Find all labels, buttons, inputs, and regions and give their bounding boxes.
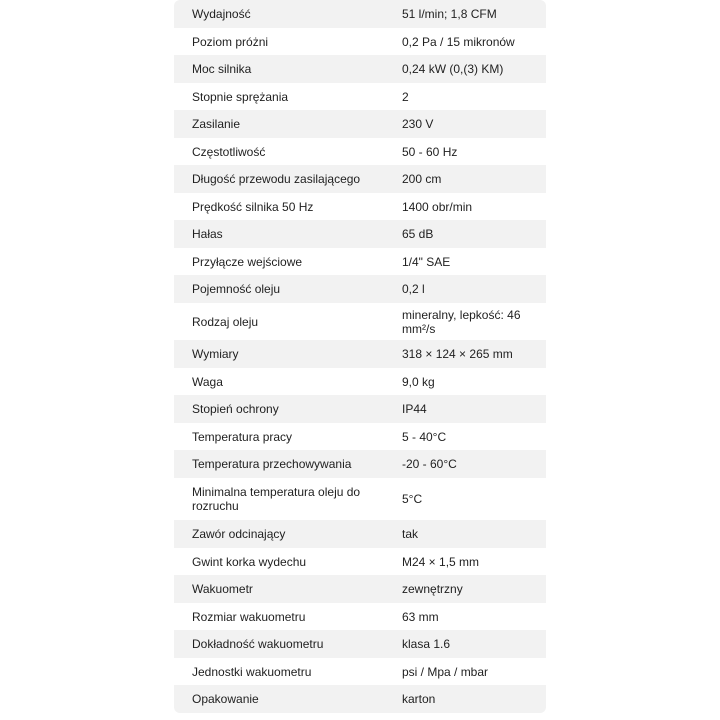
spec-row [174, 193, 546, 220]
spec-label: Stopnie sprężania [174, 83, 398, 110]
spec-label: Długość przewodu zasilającego [174, 165, 398, 193]
spec-value: IP44 [398, 395, 546, 423]
spec-label: Poziom próżni [174, 28, 398, 55]
specification-table [174, 0, 546, 713]
spec-row [174, 275, 546, 303]
spec-label: Waga [174, 368, 398, 395]
spec-label: Prędkość silnika 50 Hz [174, 193, 398, 220]
spec-row [174, 220, 546, 248]
spec-label: Pojemność oleju [174, 275, 398, 303]
spec-value: klasa 1.6 [398, 630, 546, 658]
spec-value: 1/4" SAE [398, 248, 546, 275]
spec-label: Gwint korka wydechu [174, 548, 398, 575]
spec-label: Wymiary [174, 340, 398, 368]
spec-label: Wakuometr [174, 575, 398, 603]
spec-row [174, 548, 546, 575]
spec-row [174, 575, 546, 603]
spec-label: Stopień ochrony [174, 395, 398, 423]
spec-value: 51 l/min; 1,8 CFM [398, 0, 546, 28]
spec-row [174, 55, 546, 83]
spec-label: Temperatura przechowywania [174, 450, 398, 478]
spec-value: M24 × 1,5 mm [398, 548, 546, 575]
spec-row [174, 423, 546, 450]
spec-value: tak [398, 520, 546, 548]
spec-value: 5 - 40°C [398, 423, 546, 450]
spec-label: Częstotliwość [174, 138, 398, 165]
spec-value: -20 - 60°C [398, 450, 546, 478]
spec-value: 2 [398, 83, 546, 110]
spec-row [174, 110, 546, 138]
spec-value: 200 cm [398, 165, 546, 193]
spec-row [174, 83, 546, 110]
spec-value: 318 × 124 × 265 mm [398, 340, 546, 368]
spec-value: mineralny, lepkość: 46 mm²/s [398, 303, 546, 340]
spec-label: Jednostki wakuometru [174, 658, 398, 685]
spec-label: Rodzaj oleju [174, 303, 398, 340]
spec-value: 9,0 kg [398, 368, 546, 395]
spec-value: 230 V [398, 110, 546, 138]
spec-label: Przyłącze wejściowe [174, 248, 398, 275]
spec-label: Opakowanie [174, 685, 398, 713]
spec-value: 0,24 kW (0,(3) KM) [398, 55, 546, 83]
spec-value: 65 dB [398, 220, 546, 248]
spec-label: Wydajność [174, 0, 398, 28]
spec-row [174, 248, 546, 275]
spec-label: Hałas [174, 220, 398, 248]
spec-value: 1400 obr/min [398, 193, 546, 220]
spec-value: 0,2 l [398, 275, 546, 303]
spec-row [174, 658, 546, 685]
spec-row [174, 165, 546, 193]
spec-row [174, 450, 546, 478]
spec-row [174, 520, 546, 548]
spec-label: Zawór odcinający [174, 520, 398, 548]
spec-row [174, 603, 546, 630]
spec-label: Rozmiar wakuometru [174, 603, 398, 630]
spec-value: psi / Mpa / mbar [398, 658, 546, 685]
spec-value: 5°C [398, 478, 546, 520]
spec-row [174, 630, 546, 658]
spec-value: 0,2 Pa / 15 mikronów [398, 28, 546, 55]
spec-value: karton [398, 685, 546, 713]
spec-row [174, 303, 546, 340]
spec-label: Temperatura pracy [174, 423, 398, 450]
spec-row [174, 685, 546, 713]
spec-label: Minimalna temperatura oleju do rozruchu [174, 478, 398, 520]
spec-value: 63 mm [398, 603, 546, 630]
spec-label: Moc silnika [174, 55, 398, 83]
spec-row [174, 28, 546, 55]
spec-label: Zasilanie [174, 110, 398, 138]
spec-value: 50 - 60 Hz [398, 138, 546, 165]
spec-row [174, 340, 546, 368]
specification-table-body [174, 0, 546, 713]
spec-row [174, 0, 546, 28]
spec-row [174, 138, 546, 165]
spec-row [174, 368, 546, 395]
spec-row [174, 478, 546, 520]
spec-label: Dokładność wakuometru [174, 630, 398, 658]
spec-row [174, 395, 546, 423]
spec-value: zewnętrzny [398, 575, 546, 603]
